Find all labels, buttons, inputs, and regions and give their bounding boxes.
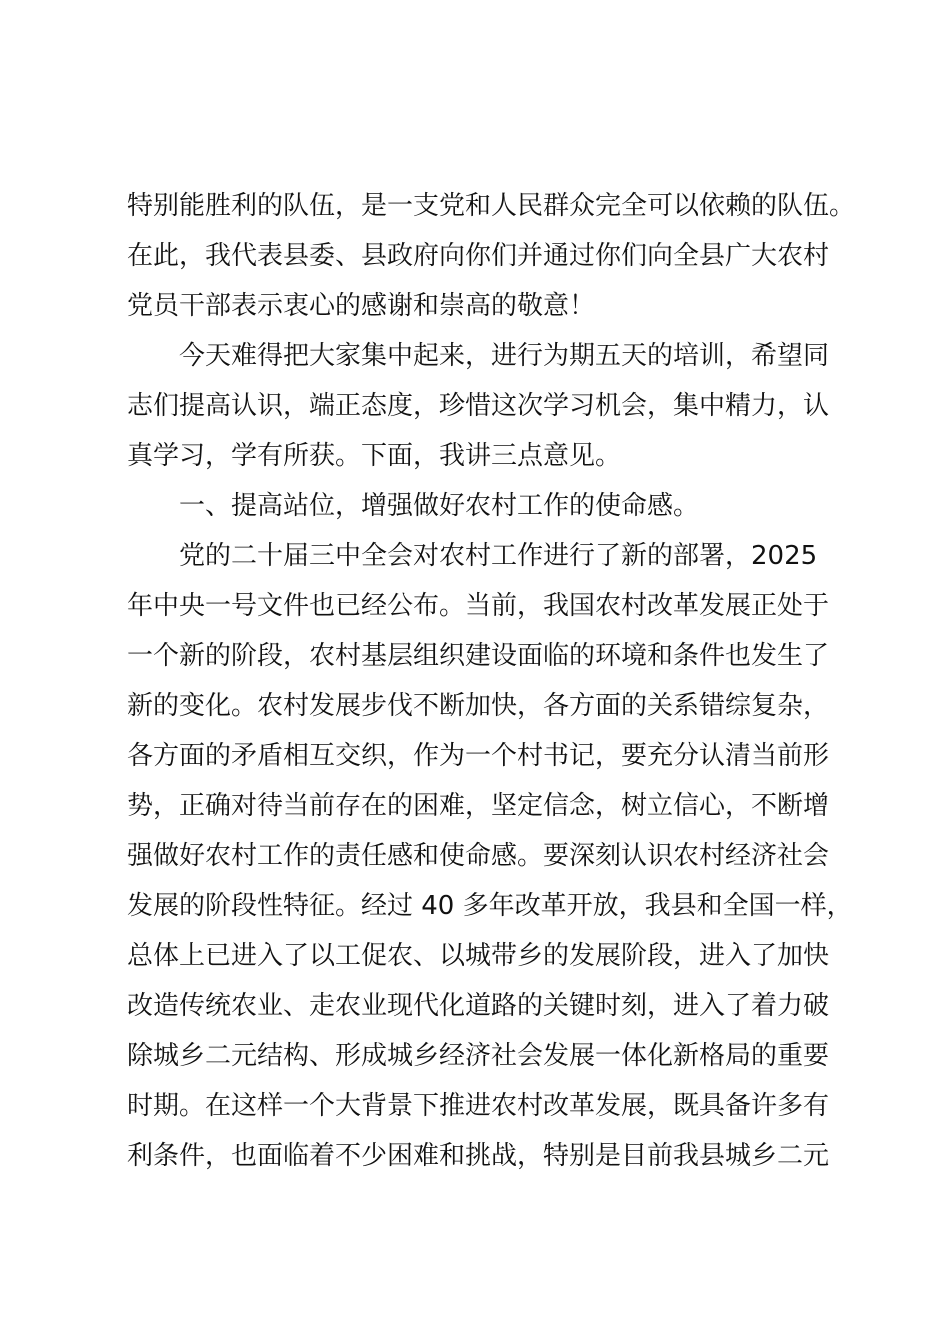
text-line: 志们提高认识，端正态度，珍惜这次学习机会，集中精力，认 bbox=[127, 391, 830, 421]
text-line: 在此，我代表县委、县政府向你们并通过你们向全县广大农村 bbox=[127, 241, 830, 271]
paragraph-start-line: 今天难得把大家集中起来，进行为期五天的培训，希望同 bbox=[179, 341, 830, 371]
text-line: 一个新的阶段，农村基层组织建设面临的环境和条件也发生了 bbox=[127, 641, 830, 671]
text-line: 发展的阶段性特征。经过 40 多年改革开放，我县和全国一样， bbox=[127, 891, 853, 921]
text-line: 新的变化。农村发展步伐不断加快，各方面的关系错综复杂， bbox=[127, 691, 830, 721]
paragraph-start-line: 党的二十届三中全会对农村工作进行了新的部署，2025 bbox=[179, 541, 818, 571]
text-line: 特别能胜利的队伍，是一支党和人民群众完全可以依赖的队伍。 bbox=[127, 191, 856, 221]
text-line: 除城乡二元结构、形成城乡经济社会发展一体化新格局的重要 bbox=[127, 1041, 830, 1071]
text-line: 改造传统农业、走农业现代化道路的关键时刻，进入了着力破 bbox=[127, 991, 830, 1021]
text-line: 年中央一号文件也已经公布。当前，我国农村改革发展正处于 bbox=[127, 591, 830, 621]
text-line: 各方面的矛盾相互交织，作为一个村书记，要充分认清当前形 bbox=[127, 741, 830, 771]
text-line: 强做好农村工作的责任感和使命感。要深刻认识农村经济社会 bbox=[127, 841, 830, 871]
text-line: 利条件，也面临着不少困难和挑战，特别是目前我县城乡二元 bbox=[127, 1141, 830, 1171]
section-heading: 一、提高站位，增强做好农村工作的使命感。 bbox=[179, 491, 700, 521]
text-line: 时期。在这样一个大背景下推进农村改革发展，既具备许多有 bbox=[127, 1091, 830, 1121]
text-line: 总体上已进入了以工促农、以城带乡的发展阶段，进入了加快 bbox=[127, 941, 830, 971]
text-line: 党员干部表示衷心的感谢和崇高的敬意！ bbox=[127, 291, 596, 321]
text-line: 真学习，学有所获。下面，我讲三点意见。 bbox=[127, 441, 622, 471]
text-line: 势，正确对待当前存在的困难，坚定信念，树立信心，不断增 bbox=[127, 791, 830, 821]
